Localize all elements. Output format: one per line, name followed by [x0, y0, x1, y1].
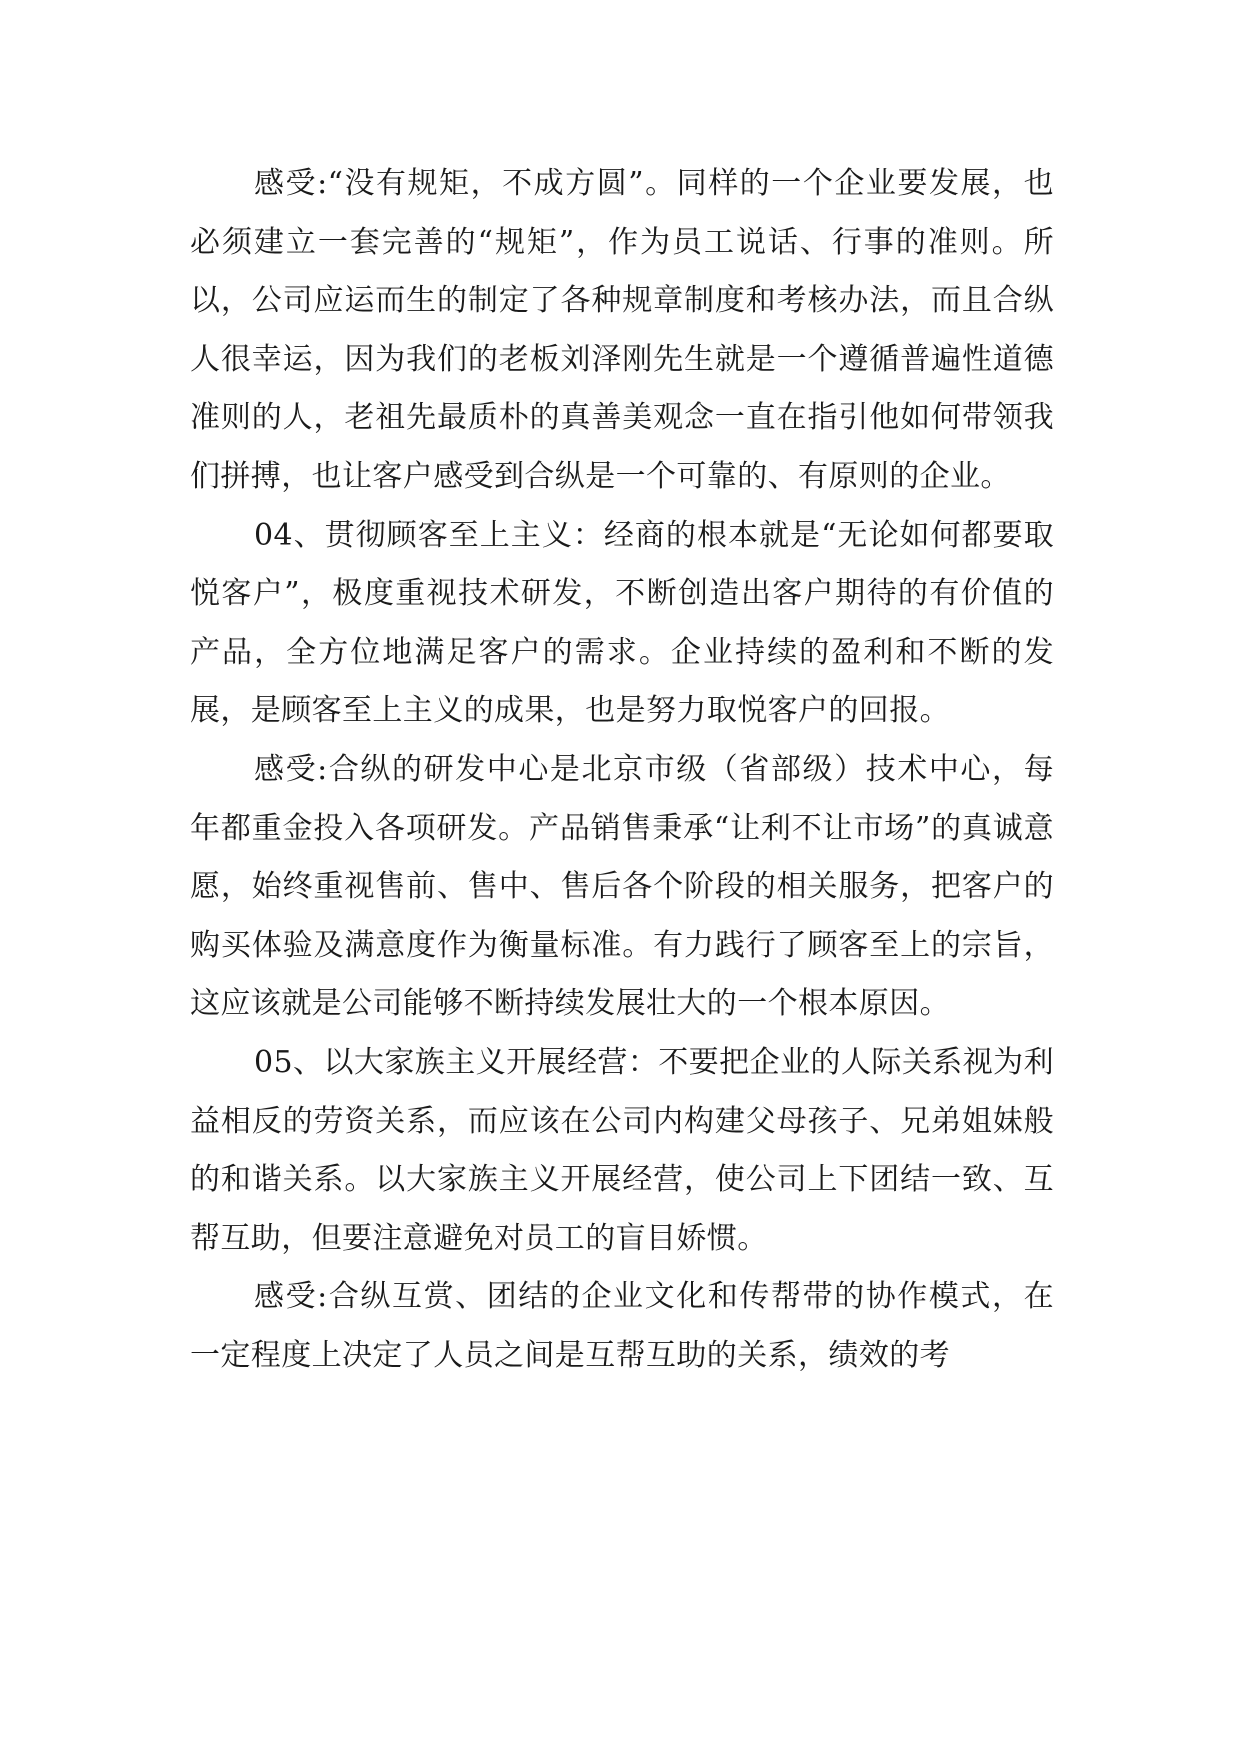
paragraph-05-family-management: 05、以大家族主义开展经营：不要把企业的人际关系视为利益相反的劳资关系，而应该在公司内构建父母孩子、兄弟姐妹般的和谐关系。以大家族主义开展经营，使公司上下团结一致、互帮互助，但要注意避免对员工的盲目娇惯。	[190, 1044, 1054, 1256]
paragraph-feeling-team-culture: 感受:合纵互赏、团结的企业文化和传帮带的协作模式，在一定程度上决定了人员之间是互帮互助的关系，绩效的考	[190, 1279, 1054, 1373]
paragraph-04-customer-first: 04、贯彻顾客至上主义：经商的根本就是“无论如何都要取悦客户”，极度重视技术研发，不断创造出客户期待的有价值的产品，全方位地满足客户的需求。企业持续的盈利和不断的发展，是顾客至上主义的成果，也是努力取悦客户的回报。	[190, 517, 1054, 729]
document-body	[190, 155, 1054, 1385]
paragraph-feeling-rules: 感受:“没有规矩，不成方圆”。同样的一个企业要发展，也必须建立一套完善的“规矩”，作为员工说话、行事的准则。所以，公司应运而生的制定了各种规章制度和考核办法，而且合纵人很幸运，因为我们的老板刘泽刚先生就是一个遵循普遍性道德准则的人，老祖先最质朴的真善美观念一直在指引他如何带领我们拼搏，也让客户感受到合纵是一个可靠的、有原则的企业。	[190, 166, 1054, 494]
paragraph-feeling-rd-center: 感受:合纵的研发中心是北京市级（省部级）技术中心，每年都重金投入各项研发。产品销售秉承“让利不让市场”的真诚意愿，始终重视售前、售中、售后各个阶段的相关服务，把客户的购买体验及满意度作为衡量标准。有力践行了顾客至上的宗旨，这应该就是公司能够不断持续发展壮大的一个根本原因。	[190, 751, 1054, 1022]
